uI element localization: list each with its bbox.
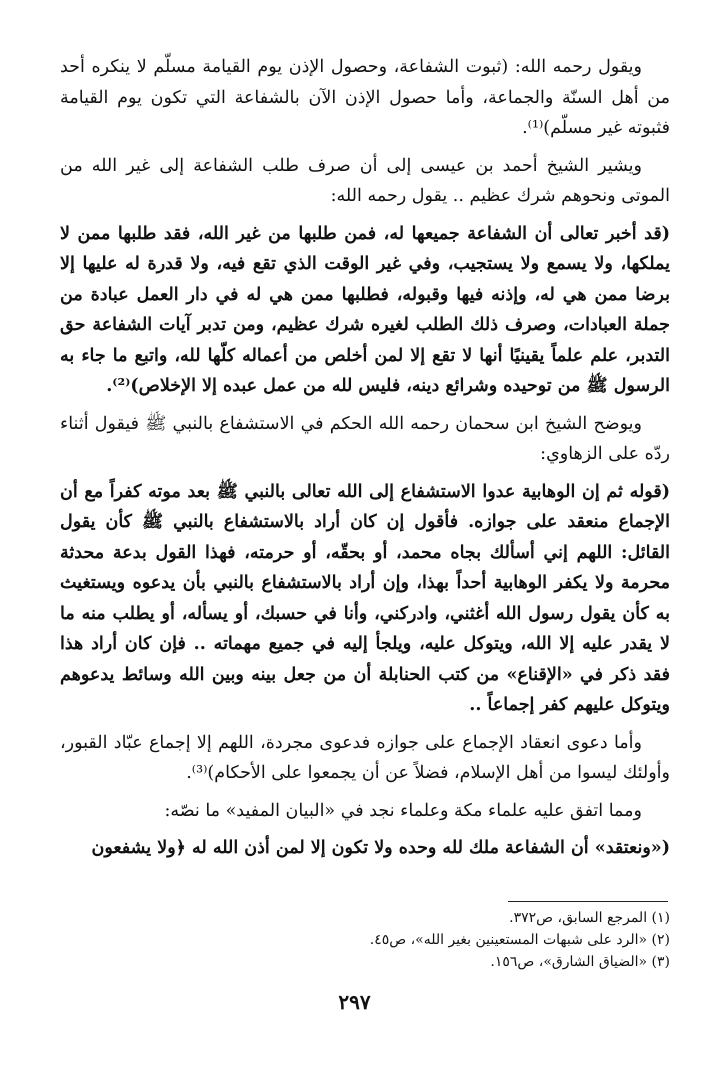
footnote-3: (٣) «الضياق الشارق»، ص١٥٦. (490, 954, 670, 970)
quote-ibn-sahman: (قوله ثم إن الوهابية عدوا الاستشفاع إلى الله تعالى بالنبي ﷺ بعد موته كفراً مع أن الإجماع منعقد على جوازه. فأقول إن كان أراد بالاستشفاع بالنبي ﷺ كأن يقول القائل: اللهم إني أسألك بجاه محمد، أو بحقّه، أو حرمته، فهذا القول بدعة محدثة محرمة ولا يكفر الوهابية أحداً بهذا، وإن أراد بالاستشفاع بالنبي بأن يدعوه ويستغيث به كأن يقول رسول الله أغثني، وادركني، وأنا في حسبك، أو يسأله، أو يطلب منه ما لا يقدر عليه إلا الله، ويتوكل عليه، ويلجأ إليه في جميع مهماته .. فإن كان أراد هذا فقد ذكر في «الإقناع» من كتب الحنابلة أن من جعل بينه وبين الله وسائط يدعوهم ويتوكل عليهم كفر إجماعاً .. (60, 481, 670, 715)
footnotes (200, 907, 670, 973)
quote-ahmad-bin-isa: (قد أخبر تعالى أن الشفاعة جميعها له، فمن طلبها من غير الله، فقد طلبها ممن لا يملكها، ولا يسمع ولا يستجيب، وفي غير الوقت الذي تقع فيه، ولا قدرة له عليها إلا برضا ممن هي له، وإذنه فيها وقبوله، فطلبها ممن هي له في دار العمل عبادة من جملة العبادات، وصرف ذلك الطلب لغيره شرك عظيم، ومن تدبر آيات الشفاعة حق التدبر، علم علماً يقينيًا أنها لا تقع إلا لمن أخلص من أعماله كلّها لله، واتبع ما جاء به الرسول ﷺ من توحيده وشرائع دينه، فليس لله من عمل عبده إلا الإخلاص)⁽²⁾. (60, 223, 670, 396)
quote-bayan-mufid: («ونعتقد» أن الشفاعة ملك لله وحده ولا تكون إلا لمن أذن الله له ﴿ولا يشفعون (91, 838, 670, 858)
footnote-separator (508, 901, 668, 902)
footnote-2: (٢) «الرد على شبهات المستعينين بغير الله»، ص٤٥. (369, 932, 670, 948)
paragraph-2: ويشير الشيخ أحمد بن عيسى إلى أن صرف طلب الشفاعة إلى غير الله من الموتى ونحوهم شرك عظيم .. يقول رحمه الله: (60, 155, 670, 206)
paragraph-3: ويوضح الشيخ ابن سحمان رحمه الله الحكم في الاستشفاع بالنبي ﷺ فيقول أثناء ردّه على الزهاوي: (60, 413, 670, 464)
page-number: ٢٩٧ (338, 990, 371, 1014)
footnote-1: (١) المرجع السابق، ص٣٧٢. (509, 910, 670, 926)
paragraph-4: وأما دعوى انعقاد الإجماع على جوازه فدعوى مجردة، اللهم إلا إجماع عبّاد القبور، وأولئك ليسوا من أهل الإسلام، فضلاً عن أن يجمعوا على الأحكام)⁽³⁾. (60, 732, 670, 783)
main-text (60, 52, 670, 871)
paragraph-5: ومما اتفق عليه علماء مكة وعلماء نجد في «البيان المفيد» ما نصّه: (164, 800, 642, 821)
paragraph-1: ويقول رحمه الله: (ثبوت الشفاعة، وحصول الإذن يوم القيامة مسلّم لا ينكره أحد من أهل السنّة والجماعة، وأما حصول الإذن الآن بالشفاعة التي تكون يوم القيامة فثبوته غير مسلّم)⁽¹⁾. (60, 57, 670, 138)
